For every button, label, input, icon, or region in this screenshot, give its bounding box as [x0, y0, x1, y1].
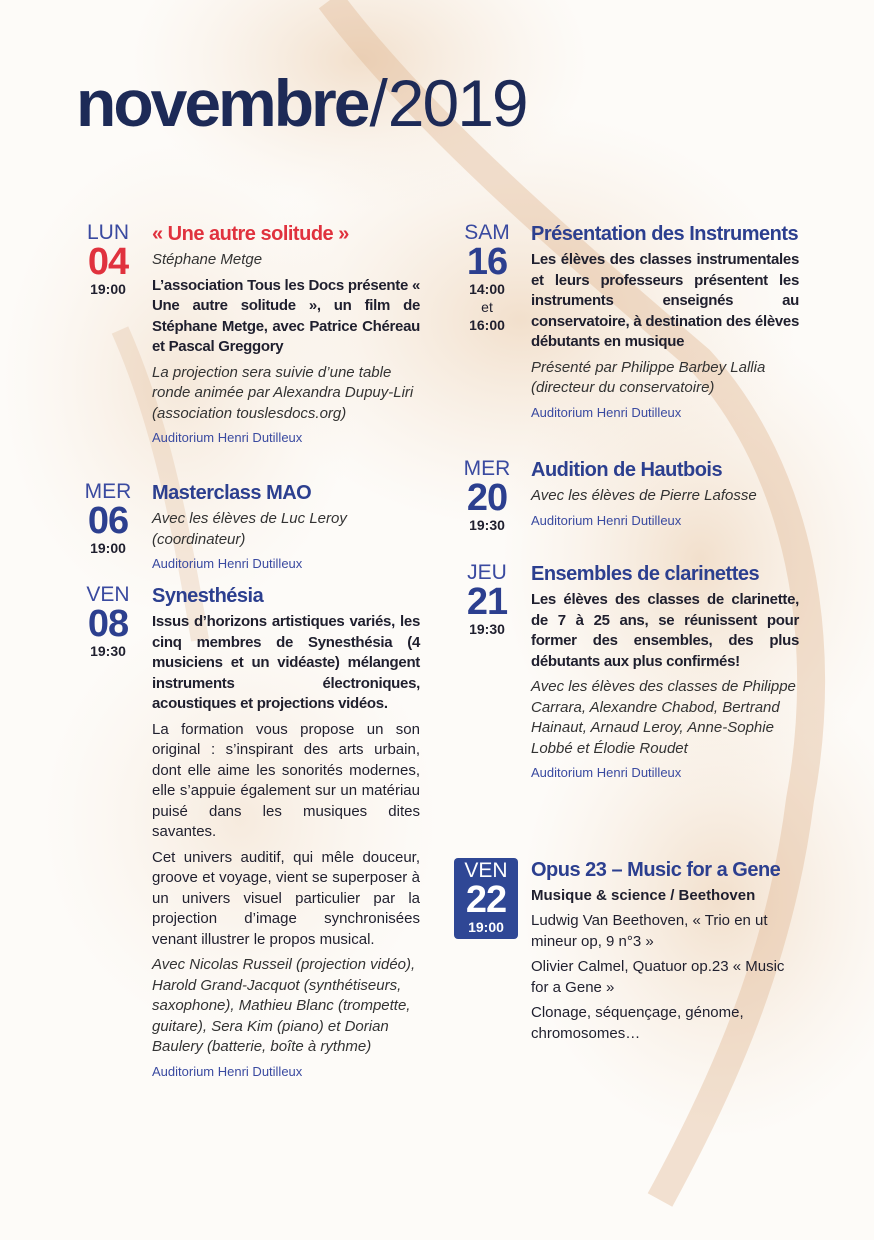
event-content [531, 562, 799, 781]
event-note: La projection sera suivie d’une table ronde animée par Alexandra Dupuy-Liri (association touslesdocs.org) [152, 363, 414, 422]
day-of-week: LUN [86, 221, 129, 244]
event-venue: Auditorium Henri Dutilleux [531, 404, 682, 420]
event-note: Avec les élèves de Pierre Lafosse [531, 487, 757, 504]
event-title: Ensembles de clarinettes [531, 563, 760, 585]
event-date [458, 222, 516, 334]
event-date [458, 562, 516, 638]
event-time-2: 16:00 [469, 317, 505, 333]
page-title [76, 58, 527, 148]
event-note: Avec les élèves des classes de Philippe Carrara, Alexandre Chabod, Bertrand Hainaut, Arnaud Leroy, Anne-Sophie Lobbé et Élodie Roudet [531, 678, 796, 757]
event-venue: Auditorium Henri Dutilleux [531, 512, 682, 528]
event-title: « Une autre solitude » [152, 223, 349, 245]
event-title: Masterclass MAO [152, 482, 312, 504]
event-venue: Auditorium Henri Dutilleux [531, 765, 682, 780]
event-time: 19:00 [468, 919, 504, 935]
event-note: Avec Nicolas Russeil (projection vidéo), Harold Grand-Jacquot (synthétiseurs, saxophone), Mathieu Blanc (trompette, guitare), Sera Kim (piano) et Dorian Baulery (batterie, boîte à rythme) [152, 956, 416, 1055]
day-of-week: JEU [467, 561, 507, 584]
event-time: 19:00 [90, 540, 126, 556]
event-note: Avec les élèves de Luc Leroy (coordinateur) [152, 510, 347, 548]
event-date [79, 584, 137, 660]
event-title: Présentation des Instruments [531, 223, 799, 245]
title-separator: / [369, 66, 386, 140]
day-number: 22 [465, 879, 507, 921]
day-number: 16 [466, 241, 508, 283]
event-date [458, 458, 516, 534]
event-venue: Auditorium Henri Dutilleux [152, 1063, 303, 1079]
event-description-3: Cet univers auditif, qui mêle douceur, groove et voyage, vient se superposer à un univers visuel particulier par la projection d’image synchronisées venant illustrer le propos musical. [152, 848, 420, 948]
event-title: Audition de Hautbois [531, 459, 723, 481]
day-of-week: SAM [464, 221, 510, 244]
event-date [79, 222, 137, 298]
event-director: Stéphane Metge [152, 251, 263, 268]
event-description: Les élèves des classes de clarinette, de 7 à 25 ans, se réunissent pour former des ensembles, des plus débutants aux plus confirmés! [531, 591, 799, 670]
event-venue: Auditorium Henri Dutilleux [152, 556, 303, 571]
day-number: 20 [466, 477, 508, 519]
day-of-week: VEN [86, 583, 130, 606]
day-of-week: VEN [464, 859, 508, 882]
event-time: 19:30 [469, 621, 505, 637]
event-content [152, 481, 420, 572]
event-content [152, 222, 420, 446]
event-content [152, 584, 420, 1080]
event-time: 19:30 [90, 643, 126, 659]
day-of-week: MER [84, 480, 132, 503]
event-title: Opus 23 – Music for a Gene [531, 859, 781, 881]
event-content [531, 222, 799, 421]
day-number: 06 [87, 500, 129, 542]
event-description: L’association Tous les Docs présente « Une autre solitude », un film de Stéphane Metge, avec Patrice Chéreau et Pascal Greggory [152, 276, 420, 355]
event-description: Les élèves des classes instrumentales et leurs professeurs présentent les instruments enseignés au conservatoire, à destination des élèves débutants en musique [531, 251, 799, 350]
event-time: 19:30 [469, 517, 505, 533]
event-time-1: 14:00 [469, 281, 505, 297]
event-date-highlight [454, 858, 518, 939]
program-line-2: Olivier Calmel, Quatuor op.23 « Music for a Gene » [531, 958, 785, 996]
title-year: 2019 [387, 66, 527, 140]
event-title: Synesthésia [152, 585, 264, 607]
program-line-3: Clonage, séquençage, génome, chromosomes… [531, 1004, 744, 1042]
title-month: novembre [76, 66, 368, 140]
program-line-1: Ludwig Van Beethoven, « Trio en ut mineur op, 9 n°3 » [531, 912, 768, 950]
event-date [79, 481, 137, 557]
event-content [531, 458, 799, 529]
day-of-week: MER [463, 457, 511, 480]
event-description: Issus d’horizons artistiques variés, les cinq membres de Synesthésia (4 musiciens et un vidéaste) mélangent instruments électroniques, acoustiques et projections vidéos. [152, 613, 420, 712]
event-description-2: La formation vous propose un son original : s’inspirant des arts urbain, dont elle aime les sonorités modernes, elle s’appuie également sur un matériau puisé dans les musiques dites savantes. [152, 720, 420, 840]
event-time-and: et [481, 299, 493, 315]
event-subtitle: Musique & science / Beethoven [531, 887, 756, 904]
event-venue: Auditorium Henri Dutilleux [152, 430, 303, 445]
day-number: 21 [466, 581, 508, 623]
event-time: 19:00 [90, 281, 126, 297]
event-content [531, 858, 799, 1049]
day-number: 08 [87, 603, 129, 645]
event-note: Présenté par Philippe Barbey Lallia (directeur du conservatoire) [531, 358, 766, 396]
day-number: 04 [87, 241, 129, 283]
